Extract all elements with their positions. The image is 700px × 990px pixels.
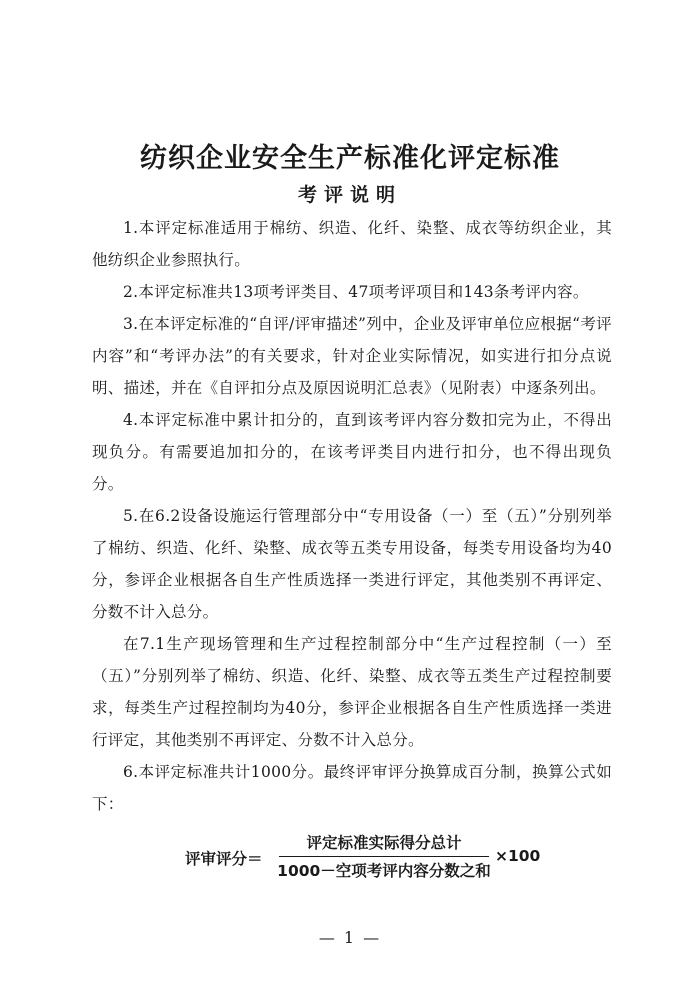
paragraph-1: 1.本评定标准适用于棉纺、织造、化纤、染整、成衣等纺织企业，其他纺织企业参照执行。 xyxy=(92,219,612,269)
page-number: — 1 — xyxy=(318,928,382,947)
paragraph-5-continued: 在7.1生产现场管理和生产过程控制部分中“生产过程控制（一）至（五）”分别列举了棉纺、织造、化纤、染整、成衣等五类生产过程控制要求，每类生产过程控制均为40分，参评企业根据各自生产性质选择一类进行评定，其他类别不再评定、分数不计入总分。 xyxy=(92,635,612,749)
document-title: 纺织企业安全生产标准化评定标准 xyxy=(140,143,560,174)
paragraph-4: 4.本评定标准中累计扣分的，直到该考评内容分数扣完为止，不得出现负分。有需要追加扣分的，在该考评类目内进行扣分，也不得出现负分。 xyxy=(92,411,612,493)
score-formula xyxy=(185,830,555,886)
paragraph-3: 3.在本评定标准的“自评/评审描述”列中，企业及评审单位应根据“考评内容”和“考评办法”的有关要求，针对企业实际情况，如实进行扣分点说明、描述，并在《自评扣分点及原因说明汇总表》（见附表）中逐条列出。 xyxy=(92,315,612,397)
formula-lhs: 评审评分＝ xyxy=(185,850,263,868)
paragraph-2: 2.本评定标准共13项考评类目、47项考评项目和143条考评内容。 xyxy=(123,283,589,301)
paragraph-6: 6.本评定标准共计1000分。最终评审评分换算成百分制，换算公式如下： xyxy=(92,763,612,813)
formula-numerator: 评定标准实际得分总计 xyxy=(306,834,462,852)
formula-rhs: ×100 xyxy=(495,847,541,865)
formula-fraction xyxy=(277,830,491,883)
section-subtitle: 考评说明 xyxy=(297,184,402,206)
document-body xyxy=(92,212,612,820)
paragraph-5: 5.在6.2设备设施运行管理部分中“专用设备（一）至（五）”分别列举了棉纺、织造、化纤、染整、成衣等五类专用设备，每类专用设备均为40分，参评企业根据各自生产性质选择一类进行评定，其他类别不再评定、分数不计入总分。 xyxy=(92,507,612,621)
formula-denominator: 1000－空项考评内容分数之和 xyxy=(277,862,491,880)
